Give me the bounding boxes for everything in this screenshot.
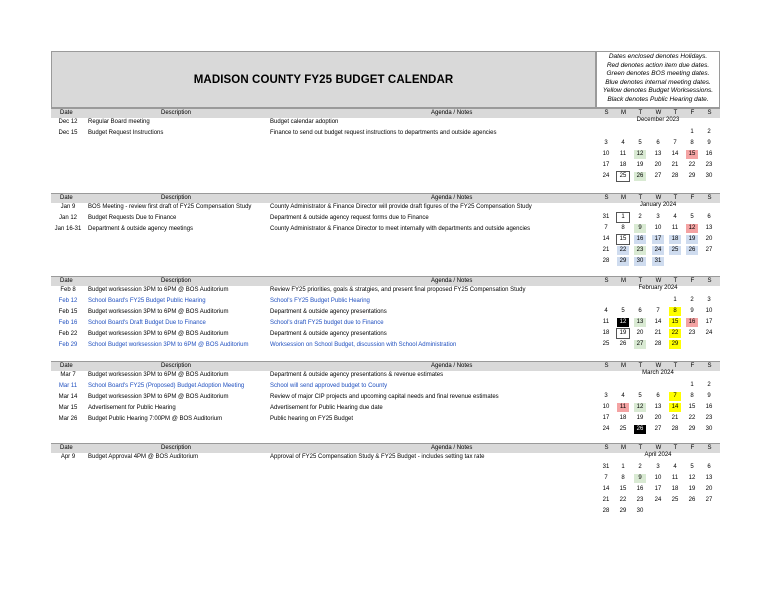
- weekday-label: M: [621, 110, 626, 116]
- weekday-label: T: [638, 110, 643, 116]
- calendar-day: 9: [707, 393, 711, 399]
- weekday-label: S: [604, 195, 609, 201]
- calendar-day: 18: [669, 235, 681, 244]
- calendar-day: 28: [671, 173, 679, 179]
- calendar-day: 21: [602, 497, 610, 503]
- row-description: Budget worksession 3PM to 6PM @ BOS Auditorium: [88, 394, 229, 400]
- calendar-day: 15: [686, 150, 698, 159]
- row-description: Budget Approval 4PM @ BOS Auditorium: [88, 454, 199, 460]
- row-agenda: Department & outside agency presentations: [270, 331, 387, 337]
- calendar-day: 17: [705, 319, 713, 325]
- row-agenda: School will send approved budget to County: [270, 383, 388, 389]
- calendar-day: 1: [621, 464, 625, 470]
- header-date: Date: [60, 110, 73, 116]
- calendar-day: 28: [602, 508, 610, 514]
- calendar-day: 7: [604, 475, 608, 481]
- calendar-day: 31: [602, 214, 610, 220]
- calendar-day: 4: [673, 464, 677, 470]
- calendar-day: 29: [669, 340, 681, 349]
- calendar-day: 25: [617, 172, 629, 181]
- calendar-day: 12: [688, 475, 696, 481]
- row-description: Advertisement for Public Hearing: [88, 405, 176, 411]
- calendar-day: 29: [619, 508, 627, 514]
- calendar-day: 11: [671, 475, 679, 481]
- weekday-label: F: [690, 278, 695, 284]
- table-row: [51, 214, 596, 224]
- legend-line: Black denotes Public Hearing date.: [607, 95, 709, 103]
- calendar-day: 14: [669, 403, 681, 412]
- calendar-day: 6: [707, 214, 711, 220]
- row-agenda: County Administrator & Finance Director to meet internally with departments and outside agencies: [270, 226, 531, 232]
- calendar-day: 28: [602, 258, 610, 264]
- legend-line: Red denotes action item due dates.: [606, 61, 710, 69]
- calendar-day: 14: [654, 319, 662, 325]
- title-box: [51, 51, 596, 108]
- calendar-day: 5: [690, 464, 694, 470]
- weekday-label: S: [707, 195, 712, 201]
- row-date: Mar 26: [58, 416, 78, 422]
- calendar-month: January 2024: [639, 202, 677, 208]
- calendar-day: 10: [602, 404, 610, 410]
- calendar-day: 1: [690, 382, 694, 388]
- calendar-day: 19: [617, 329, 629, 338]
- table-row: [51, 371, 596, 381]
- row-agenda: School's FY25 Budget Public Hearing: [270, 298, 370, 304]
- header-agenda: Agenda / Notes: [431, 278, 473, 284]
- calendar-day: 27: [705, 247, 713, 253]
- row-agenda: Finance to send out budget request instructions to departments and outside agencies: [270, 130, 497, 136]
- calendar-day: 2: [707, 129, 711, 135]
- calendar-day: 11: [617, 403, 629, 412]
- calendar-day: 24: [705, 330, 713, 336]
- header-agenda: Agenda / Notes: [431, 195, 473, 201]
- calendar-day: 7: [669, 392, 681, 401]
- calendar-day: 24: [652, 246, 664, 255]
- calendar-day: 20: [654, 162, 662, 168]
- calendar-day: 25: [671, 497, 679, 503]
- row-description: Budget worksession 3PM to 6PM @ BOS Auditorium: [88, 372, 229, 378]
- calendar-day: 8: [690, 140, 694, 146]
- weekday-label: W: [655, 110, 662, 116]
- calendar-day: 1: [673, 297, 677, 303]
- table-row: [51, 297, 596, 307]
- row-date: Feb 15: [58, 309, 78, 315]
- calendar-day: 17: [602, 415, 610, 421]
- weekday-label: W: [655, 195, 662, 201]
- row-agenda: Advertisement for Public Hearing due date: [270, 405, 383, 411]
- row-agenda: Department & outside agency presentations: [270, 309, 387, 315]
- weekday-label: S: [707, 110, 712, 116]
- calendar-day: 12: [617, 318, 629, 327]
- calendar-day: 9: [634, 474, 646, 483]
- weekday-label: T: [638, 195, 643, 201]
- calendar-day: 20: [705, 486, 713, 492]
- weekday-label: S: [604, 363, 609, 369]
- row-date: Mar 14: [58, 394, 78, 400]
- calendar-day: 2: [638, 464, 642, 470]
- row-date: Dec 12: [58, 119, 78, 125]
- table-row: [51, 382, 596, 392]
- table-row: [51, 129, 596, 139]
- calendar-day: 4: [621, 393, 625, 399]
- calendar-day: 9: [707, 140, 711, 146]
- calendar-day: 30: [705, 173, 713, 179]
- table-row: [51, 308, 596, 318]
- calendar-day: 14: [602, 486, 610, 492]
- row-date: Dec 15: [58, 130, 78, 136]
- weekday-label: S: [707, 278, 712, 284]
- table-row: [51, 330, 596, 340]
- header-description: Description: [161, 110, 192, 116]
- calendar-day: 7: [656, 308, 660, 314]
- row-date: Apr 9: [60, 454, 76, 460]
- weekday-label: F: [690, 195, 695, 201]
- header-description: Description: [161, 363, 192, 369]
- calendar-day: 8: [621, 225, 625, 231]
- calendar-day: 25: [619, 426, 627, 432]
- header-agenda: Agenda / Notes: [431, 445, 473, 451]
- calendar-day: 17: [652, 235, 664, 244]
- calendar-month: April 2024: [644, 452, 672, 458]
- row-agenda: School's draft FY25 budget due to Finance: [270, 320, 384, 326]
- calendar-day: 8: [669, 307, 681, 316]
- row-description: School Board's FY25 (Proposed) Budget Adoption Meeting: [88, 383, 245, 389]
- calendar-day: 18: [602, 330, 610, 336]
- header-agenda: Agenda / Notes: [431, 110, 473, 116]
- row-description: Department & outside agency meetings: [88, 226, 194, 232]
- calendar-day: 6: [638, 308, 642, 314]
- calendar-day: 13: [654, 404, 662, 410]
- calendar-day: 19: [636, 162, 644, 168]
- calendar-day: 26: [634, 425, 646, 434]
- header-date: Date: [60, 445, 73, 451]
- weekday-label: T: [638, 278, 643, 284]
- table-row: [51, 415, 596, 425]
- table-row: [51, 453, 596, 463]
- weekday-label: M: [621, 278, 626, 284]
- calendar-day: 2: [707, 382, 711, 388]
- calendar-day: 22: [669, 329, 681, 338]
- row-date: Feb 29: [58, 342, 78, 348]
- header-agenda: Agenda / Notes: [431, 363, 473, 369]
- row-description: Budget Request Instructions: [88, 130, 164, 136]
- table-row: [51, 341, 596, 351]
- calendar-day: 22: [619, 497, 627, 503]
- calendar-day: 16: [634, 235, 646, 244]
- calendar-day: 19: [636, 415, 644, 421]
- row-agenda: Worksession on School Budget, discussion with School Administration: [270, 342, 457, 348]
- calendar-day: 3: [707, 297, 711, 303]
- calendar-day: 29: [617, 257, 629, 266]
- calendar-day: 2: [690, 297, 694, 303]
- weekday-label: S: [707, 445, 712, 451]
- row-agenda: County Administrator & Finance Director will provide draft figures of the FY25 Compensation Study: [270, 204, 532, 210]
- header-description: Description: [161, 195, 192, 201]
- calendar-day: 16: [686, 318, 698, 327]
- row-description: School Budget worksession 3PM to 6PM @ BOS Auditorium: [88, 342, 249, 348]
- row-description: Budget Public Hearing 7:00PM @ BOS Auditorium: [88, 416, 223, 422]
- table-row: [51, 286, 596, 296]
- row-agenda: Department & outside agency request forms due to Finance: [270, 215, 429, 221]
- weekday-label: S: [604, 110, 609, 116]
- calendar-month: February 2024: [638, 285, 678, 291]
- calendar-day: 24: [654, 497, 662, 503]
- weekday-label: W: [655, 445, 662, 451]
- row-agenda: Review FY25 priorities, goals & stratgies, and present final proposed FY25 Compensation Study: [270, 287, 526, 293]
- row-date: Feb 16: [58, 320, 78, 326]
- row-description: School Board's FY25 Budget Public Hearing: [88, 298, 206, 304]
- calendar-day: 5: [638, 140, 642, 146]
- row-agenda: Public hearing on FY25 Budget: [270, 416, 354, 422]
- table-row: [51, 225, 596, 235]
- table-row: [51, 203, 596, 213]
- row-agenda: Approval of FY25 Compensation Study & FY25 Budget - includes setting tax rate: [270, 454, 485, 460]
- calendar-day: 9: [690, 308, 694, 314]
- table-row: [51, 319, 596, 329]
- legend-line: Blue denotes internal meeting dates.: [605, 78, 711, 86]
- calendar-day: 27: [654, 173, 662, 179]
- calendar-day: 14: [602, 236, 610, 242]
- calendar-day: 13: [705, 475, 713, 481]
- calendar-day: 8: [690, 393, 694, 399]
- calendar-day: 15: [619, 486, 627, 492]
- calendar-day: 30: [636, 508, 644, 514]
- weekday-label: S: [604, 278, 609, 284]
- calendar-day: 16: [705, 151, 713, 157]
- row-agenda: Budget calendar adoption: [270, 119, 339, 125]
- calendar-day: 12: [634, 403, 646, 412]
- calendar-day: 27: [654, 426, 662, 432]
- calendar-day: 10: [654, 225, 662, 231]
- calendar-day: 27: [634, 340, 646, 349]
- calendar-day: 13: [705, 225, 713, 231]
- row-date: Feb 8: [60, 287, 76, 293]
- calendar-day: 24: [602, 426, 610, 432]
- calendar-day: 10: [705, 308, 713, 314]
- weekday-label: T: [673, 363, 678, 369]
- calendar-day: 16: [636, 486, 644, 492]
- calendar-day: 23: [688, 330, 696, 336]
- calendar-day: 1: [690, 129, 694, 135]
- calendar-day: 26: [686, 246, 698, 255]
- calendar-day: 12: [634, 150, 646, 159]
- calendar-day: 18: [619, 415, 627, 421]
- weekday-label: M: [621, 195, 626, 201]
- calendar-day: 6: [656, 140, 660, 146]
- calendar-day: 14: [671, 151, 679, 157]
- row-date: Jan 16-31: [54, 226, 82, 232]
- header-description: Description: [161, 445, 192, 451]
- section-header: [51, 443, 596, 453]
- weekday-label: F: [690, 363, 695, 369]
- calendar-day: 11: [602, 319, 610, 325]
- row-description: Budget Requests Due to Finance: [88, 215, 177, 221]
- weekday-label: F: [690, 445, 695, 451]
- weekday-label: T: [673, 445, 678, 451]
- calendar-day: 9: [634, 224, 646, 233]
- row-date: Feb 12: [58, 298, 78, 304]
- row-date: Mar 7: [60, 372, 76, 378]
- calendar-day: 11: [671, 225, 679, 231]
- row-date: Feb 22: [58, 331, 78, 337]
- calendar-day: 30: [705, 426, 713, 432]
- calendar-day: 3: [656, 214, 660, 220]
- calendar-day: 18: [619, 162, 627, 168]
- row-description: Budget worksession 3PM to 6PM @ BOS Auditorium: [88, 331, 229, 337]
- calendar-day: 10: [602, 151, 610, 157]
- legend-line: Yellow denotes Budget Worksessions.: [602, 87, 714, 94]
- calendar-day: 21: [671, 162, 679, 168]
- calendar-day: 28: [671, 426, 679, 432]
- legend: [596, 51, 720, 108]
- calendar-day: 27: [705, 497, 713, 503]
- row-date: Mar 15: [58, 405, 78, 411]
- legend-line: Dates enclosed denotes Holidays.: [608, 53, 708, 60]
- weekday-label: F: [690, 110, 695, 116]
- row-description: Budget worksession 3PM to 6PM @ BOS Auditorium: [88, 309, 229, 315]
- calendar-day: 7: [604, 225, 608, 231]
- header-date: Date: [60, 278, 73, 284]
- weekday-label: T: [673, 195, 678, 201]
- page-title: MADISON COUNTY FY25 BUDGET CALENDAR: [193, 74, 454, 86]
- calendar-day: 23: [636, 497, 644, 503]
- calendar-day: 17: [654, 486, 662, 492]
- weekday-label: S: [604, 445, 609, 451]
- row-description: Budget worksession 3PM to 6PM @ BOS Auditorium: [88, 287, 229, 293]
- calendar-day: 26: [619, 341, 627, 347]
- calendar-day: 24: [602, 173, 610, 179]
- calendar-day: 19: [686, 235, 698, 244]
- weekday-label: M: [621, 363, 626, 369]
- section-header: [51, 108, 596, 118]
- weekday-label: T: [673, 110, 678, 116]
- calendar-day: 3: [604, 140, 608, 146]
- calendar-month: March 2024: [642, 370, 674, 376]
- calendar-day: 26: [634, 172, 646, 181]
- weekday-label: W: [655, 363, 662, 369]
- header-date: Date: [60, 363, 73, 369]
- weekday-label: M: [621, 445, 626, 451]
- calendar-day: 30: [634, 257, 646, 266]
- calendar-day: 21: [654, 330, 662, 336]
- calendar-day: 25: [602, 341, 610, 347]
- row-agenda: Department & outside agency presentations & revenue estimates: [270, 372, 444, 378]
- calendar-day: 15: [669, 318, 681, 327]
- row-description: Regular Board meeting: [88, 119, 150, 125]
- calendar-day: 23: [705, 162, 713, 168]
- section-header: [51, 361, 596, 371]
- calendar-day: 1: [617, 213, 629, 222]
- section-header: [51, 193, 596, 203]
- table-row: [51, 393, 596, 403]
- calendar-day: 18: [671, 486, 679, 492]
- weekday-label: S: [707, 363, 712, 369]
- calendar-day: 4: [604, 308, 608, 314]
- calendar-day: 3: [656, 464, 660, 470]
- row-description: School Board's Draft Budget Due to Finance: [88, 320, 206, 326]
- calendar-day: 28: [654, 341, 662, 347]
- header-description: Description: [161, 278, 192, 284]
- calendar-day: 20: [705, 236, 713, 242]
- calendar-day: 26: [688, 497, 696, 503]
- calendar-day: 22: [617, 246, 629, 255]
- legend-line: Green denotes BOS meeting dates.: [606, 70, 710, 77]
- calendar-day: 13: [654, 151, 662, 157]
- calendar-day: 3: [604, 393, 608, 399]
- calendar-day: 7: [673, 140, 677, 146]
- calendar-day: 23: [705, 415, 713, 421]
- calendar-day: 10: [654, 475, 662, 481]
- calendar-day: 19: [688, 486, 696, 492]
- calendar-day: 22: [688, 415, 696, 421]
- calendar-day: 22: [688, 162, 696, 168]
- weekday-label: T: [638, 445, 643, 451]
- calendar-day: 21: [602, 247, 610, 253]
- calendar-day: 5: [638, 393, 642, 399]
- calendar-day: 4: [621, 140, 625, 146]
- calendar-day: 17: [602, 162, 610, 168]
- row-date: Jan 9: [60, 204, 76, 210]
- calendar-day: 21: [671, 415, 679, 421]
- calendar-day: 6: [656, 393, 660, 399]
- calendar-day: 31: [602, 464, 610, 470]
- row-agenda: Review of major CIP projects and upcoming capital needs and final revenue estimates: [270, 394, 499, 400]
- calendar-day: 29: [688, 426, 696, 432]
- weekday-label: T: [638, 363, 643, 369]
- calendar-day: 2: [638, 214, 642, 220]
- calendar-day: 25: [669, 246, 681, 255]
- calendar-day: 15: [688, 404, 696, 410]
- table-row: [51, 404, 596, 414]
- weekday-label: T: [673, 278, 678, 284]
- weekday-label: W: [655, 278, 662, 284]
- row-date: Mar 11: [58, 383, 78, 389]
- calendar-day: 29: [688, 173, 696, 179]
- calendar-day: 31: [652, 257, 664, 266]
- calendar-day: 8: [621, 475, 625, 481]
- calendar-day: 11: [619, 151, 627, 157]
- calendar-day: 12: [686, 224, 698, 233]
- row-description: BOS Meeting - review first draft of FY25 Compensation Study: [88, 204, 252, 210]
- calendar-day: 20: [654, 415, 662, 421]
- section-header: [51, 276, 596, 286]
- calendar-day: 20: [636, 330, 644, 336]
- calendar-day: 16: [705, 404, 713, 410]
- calendar-day: 13: [634, 318, 646, 327]
- calendar-day: 6: [707, 464, 711, 470]
- calendar-day: 15: [617, 235, 629, 244]
- header-date: Date: [60, 195, 73, 201]
- calendar-day: 23: [634, 246, 646, 255]
- table-row: [51, 118, 596, 128]
- calendar-month: December 2023: [636, 117, 680, 123]
- calendar-day: 5: [690, 214, 694, 220]
- calendar-day: 5: [621, 308, 625, 314]
- calendar-day: 4: [673, 214, 677, 220]
- row-date: Jan 12: [58, 215, 77, 221]
